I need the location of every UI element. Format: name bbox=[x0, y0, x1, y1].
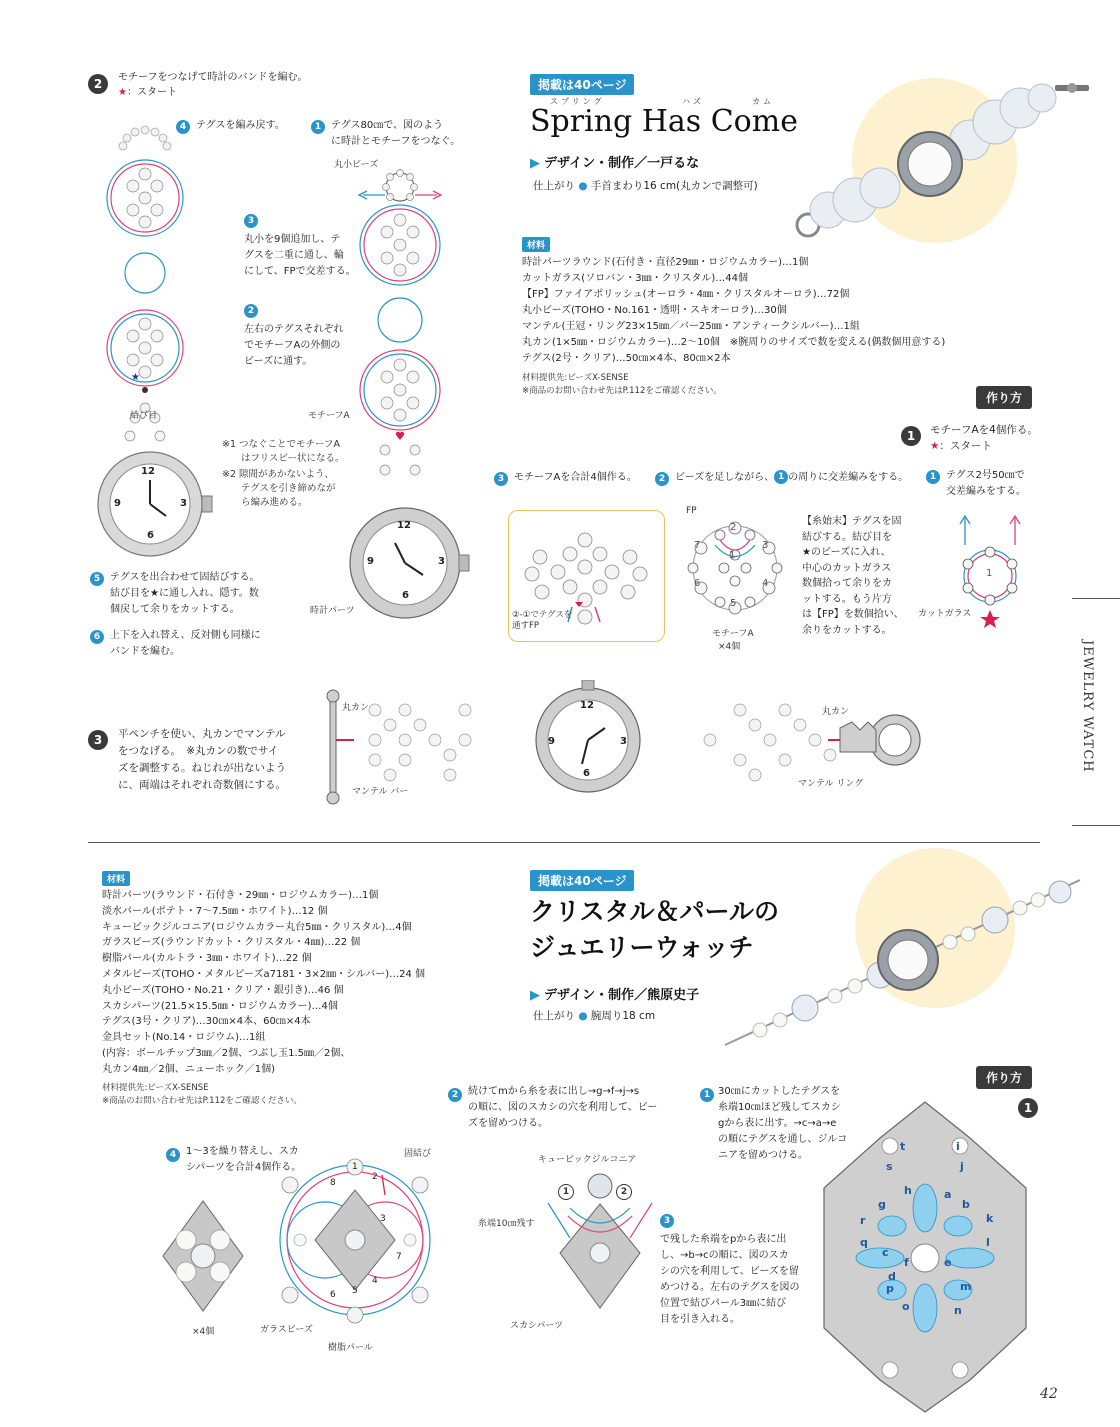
watch-parts-label: 時計パーツ bbox=[310, 606, 355, 616]
ring-number-7: 7 bbox=[396, 1252, 402, 1262]
ring-number-6: 6 bbox=[330, 1290, 336, 1300]
finish-value-2: 腕周り18 cm bbox=[590, 1010, 656, 1022]
side-label: JEWELRY WATCH bbox=[1080, 640, 1095, 773]
sukashi-label: スカシパーツ bbox=[510, 1321, 564, 1331]
step-2-instruction: モチーフをつなげて時計のバンドを編む。 bbox=[118, 72, 308, 83]
substep-2-text bbox=[675, 470, 908, 486]
hole-letter-r: r bbox=[860, 1214, 866, 1227]
hole-letter-p: p bbox=[886, 1282, 894, 1295]
sukashi-hole-diagram bbox=[820, 1098, 1030, 1416]
bullet-icon: ● bbox=[578, 1010, 588, 1022]
hole-letter-m: m bbox=[960, 1280, 972, 1293]
substep-2-instruction: ビーズを足しながら、 bbox=[675, 472, 775, 483]
s2-substep-4-badge: 4 bbox=[176, 120, 190, 134]
s3-substep-4-badge: 4 bbox=[166, 1148, 180, 1162]
tail-label: 糸端10㎝残す bbox=[478, 1219, 535, 1229]
s2-substep-3-text: 丸小を9個追加し、テ グスを二重に通し、輪 にして、FPで交差する。 bbox=[244, 234, 356, 277]
watch-mid-3: 3 bbox=[438, 556, 445, 567]
motif-a-label-2: モチーフA bbox=[308, 411, 350, 421]
watch-left-12: 12 bbox=[141, 466, 155, 477]
motif-a-number-6: 6 bbox=[694, 578, 701, 589]
title-ruby-has: ハズ bbox=[682, 97, 704, 106]
step-3-badge: 3 bbox=[88, 730, 108, 750]
howto-label-2: 作り方 bbox=[976, 1066, 1032, 1089]
hole-letter-q: q bbox=[860, 1236, 868, 1249]
s3-substep-2-text: 続けてmから糸を表に出し→g→f→j→s の順に、図のスカシの穴を利用して、ビー ズを留めつける。 bbox=[468, 1086, 658, 1129]
page-number: 42 bbox=[1040, 1386, 1058, 1402]
page-title: Spring Has Come bbox=[530, 104, 798, 139]
step-2-badge: 2 bbox=[88, 74, 108, 94]
band-diagram-middle bbox=[345, 165, 455, 510]
star-icon: ★ bbox=[118, 87, 127, 98]
full-watch-6: 6 bbox=[583, 768, 590, 779]
finish-size bbox=[533, 178, 758, 193]
star-icon: ★ bbox=[930, 440, 940, 452]
watch-mid-6: 6 bbox=[402, 590, 409, 601]
materials-list: 時計パーツラウンド(石付き・直径29㎜・ロジウムカラー)…1個 カットガラス(ソロバン・3㎜・クリスタル)…44個 【FP】ファイアポリッシュ(オーロラ・4㎜・クリスタルオーロラ)…72個 丸小ビーズ(TOHO・No.161・透明・スキオーロラ)…30個 マンテル(王冠・リング23×15㎜／バー25㎜・アンティークシルバー)…1組 丸カン(1×5㎜・ロジウムカラー)…2～10個 ※腕周りのサイズで数を変える(偶数個用意する) テグス(2号・クリア)…50㎝×4本、80㎝×2本 bbox=[522, 257, 946, 364]
watch-face-left bbox=[88, 448, 218, 558]
cut-glass-label: カットガラス bbox=[918, 609, 972, 619]
section-divider bbox=[88, 842, 1040, 843]
s2-substep-5-badge: 5 bbox=[90, 572, 104, 586]
designer-text: デザイン・制作／一戸るな bbox=[544, 156, 700, 171]
motif-a-label: モチーフA bbox=[712, 629, 754, 639]
full-watch-9: 9 bbox=[548, 736, 555, 747]
s3-substep-3-badge: 3 bbox=[660, 1214, 674, 1228]
hole-letter-j: j bbox=[960, 1160, 964, 1173]
ring-number-3: 3 bbox=[380, 1214, 386, 1224]
page-reference-tag: 掲載は40ページ bbox=[530, 74, 634, 95]
materials-provider-2: 材料提供先:ビーズX-SENSE ※商品のお問い合わせ先はP.112をご確認ください。 bbox=[102, 1083, 302, 1106]
cz-small-1: 1 bbox=[558, 1184, 574, 1200]
finish-value: 手首まわり16 cm(丸カンで調整可) bbox=[590, 180, 758, 192]
s3-substep-2-badge: 2 bbox=[448, 1088, 462, 1102]
note-1: ※1 つなぐことでモチーフA はフリスビー状になる。 bbox=[222, 439, 345, 464]
knot-instructions: 【糸始末】テグスを固 結びする。結び目を ★のビーズに入れ、 中心のカットガラス 数個拾って余りをカ ットする。もう片方 は【FP】を数個拾い、 余りをカットする。 bbox=[802, 516, 904, 636]
page-reference-tag-2: 掲載は40ページ bbox=[530, 870, 634, 891]
title-ruby-come: カム bbox=[752, 97, 774, 106]
hole-letter-e: e bbox=[944, 1256, 952, 1269]
s2-substep-6-text: 上下を入れ替え、反対側も同様に バンドを編む。 bbox=[110, 630, 261, 657]
s3-substep-4-text: 1～3を繰り替えし、スカ シパーツを合計4個作る。 bbox=[186, 1146, 302, 1173]
hole-letter-a: a bbox=[944, 1188, 952, 1201]
hole-letter-i: i bbox=[956, 1140, 960, 1153]
s2-substep-1-text: テグス80㎝で、図のよう に時計とモチーフをつなぐ。 bbox=[331, 120, 461, 147]
s2-substep-3-badge: 3 bbox=[244, 214, 258, 228]
s2-substep-1-badge: 1 bbox=[311, 120, 325, 134]
motif-a-number-5: 5 bbox=[730, 598, 737, 609]
designer-text-2: デザイン・制作／熊原史子 bbox=[544, 988, 700, 1003]
ring-number-1: 1 bbox=[352, 1162, 358, 1172]
s3-substep-3-text: で残した糸端をpから表に出 し、→b→cの順に、図のスカ シの穴を利用して、ビーズを留 めつける。左右のテグスを図の 位置で結びパール3㎜に結び 目を引き入れる。 bbox=[660, 1234, 800, 1325]
substep-1-badge: 1 bbox=[926, 470, 940, 484]
cz-small-2: 2 bbox=[616, 1184, 632, 1200]
hole-letter-c: c bbox=[882, 1246, 889, 1259]
ring-number-4: 4 bbox=[372, 1276, 378, 1286]
substep-3-text: モチーフAを合計4個作る。 bbox=[514, 472, 637, 483]
maruko-beads-label: 丸小ビーズ bbox=[334, 160, 379, 170]
step-1-badge: 1 bbox=[901, 426, 921, 446]
hole-letter-t: t bbox=[900, 1140, 906, 1153]
step-1-text bbox=[930, 422, 1070, 454]
sukashi-part-finished bbox=[158, 1196, 248, 1316]
mantel-bar-label: マンテル バー bbox=[352, 787, 409, 797]
ring-number-5: 5 bbox=[352, 1286, 358, 1296]
step-2-text bbox=[118, 70, 378, 100]
watch-mid-9: 9 bbox=[367, 556, 374, 567]
materials-label-2: 材料 bbox=[102, 871, 130, 886]
finish-label: 仕上がり bbox=[533, 180, 575, 192]
step-3-text: 平ペンチを使い、丸カンでマンテル をつなげる。 ※丸カンの数でサイ ズを調整する。ねじれが出ないよう に、両端はそれぞれ奇数個にする。 bbox=[118, 728, 286, 791]
side-rule-top bbox=[1072, 598, 1120, 599]
resin-pearl-label: 樹脂パール bbox=[328, 1343, 373, 1353]
hole-letter-l: l bbox=[986, 1236, 990, 1249]
s2-substep-4-text: テグスを編み戻す。 bbox=[196, 120, 285, 131]
cz-label: キュービックジルコニア bbox=[538, 1155, 637, 1165]
motif-a-number-4: 4 bbox=[762, 578, 769, 589]
watch-left-9: 9 bbox=[114, 498, 121, 509]
finish-size-2 bbox=[533, 1008, 655, 1023]
motif-a-number-3: 3 bbox=[762, 540, 769, 551]
step-1-badge-2: 1 bbox=[1018, 1098, 1038, 1118]
substep-1-text: テグス2号50㎝で 交差編みをする。 bbox=[946, 470, 1026, 497]
watch-mid-12: 12 bbox=[397, 520, 411, 531]
ring-number-2: 2 bbox=[372, 1172, 378, 1182]
watch-left-3: 3 bbox=[180, 498, 187, 509]
full-watch-12: 12 bbox=[580, 700, 594, 711]
marukan-left-label: 丸カン bbox=[342, 703, 370, 713]
glass-beads-label: ガラスビーズ bbox=[260, 1325, 313, 1335]
note-2: ※2 隙間があかないよう、 テグスを引き締めなが ら編み進める。 bbox=[222, 469, 336, 508]
hole-letter-f: f bbox=[904, 1256, 909, 1269]
motif-a-number-7: 7 bbox=[694, 540, 701, 551]
hole-letter-s: s bbox=[886, 1160, 893, 1173]
s2-substep-5-text: テグスを出合わせて固結びする。 結び目を★に通し入れ、隠す。数 個戻して余りをカットする。 bbox=[110, 572, 260, 615]
materials-provider: 材料提供先:ビーズX-SENSE ※商品のお問い合わせ先はP.112をご確認ください。 bbox=[522, 373, 722, 396]
cross-weave-number: 1 bbox=[986, 568, 993, 579]
designer-credit bbox=[530, 152, 699, 171]
triangle-icon: ▶ bbox=[530, 988, 540, 1003]
s2-substep-6-badge: 6 bbox=[90, 630, 104, 644]
katamusubi-label: 固結び bbox=[404, 1149, 432, 1159]
substep-2-ref-badge: 1 bbox=[774, 470, 788, 484]
hole-letter-n: n bbox=[954, 1304, 962, 1317]
hole-letter-h: h bbox=[904, 1184, 912, 1197]
bullet-icon: ● bbox=[578, 180, 588, 192]
s2-substep-2-badge: 2 bbox=[244, 304, 258, 318]
step-2-start: ：スタート bbox=[126, 87, 177, 98]
motif-a-count: ×4個 bbox=[718, 642, 741, 652]
hole-letter-o: o bbox=[902, 1300, 910, 1313]
substep-2-badge: 2 bbox=[655, 472, 669, 486]
full-watch-3: 3 bbox=[620, 736, 627, 747]
side-rule-bottom bbox=[1072, 825, 1120, 826]
watch-left-6: 6 bbox=[147, 530, 154, 541]
sukashi-count: ×4個 bbox=[192, 1327, 215, 1337]
materials-label: 材料 bbox=[522, 237, 550, 252]
materials-list-2: 時計パーツ(ラウンド・石付き・29㎜・ロジウムカラー)…1個 淡水パール(ポテト・7～7.5㎜・ホワイト)…12 個 キュービックジルコニア(ロジウムカラー丸台5㎜・クリスタル)…4個 ガラスビーズ(ラウンドカット・クリスタル・4㎜)…22 個 樹脂パール(カルトラ・3㎜・ホワイト)…22 個 メタルビーズ(TOHO・メタルビーズa7181・3×2㎜・シルバー)…24 個 丸小ビーズ(TOHO・No.21・クリア・銀引き)…46 個 スカシパーツ(21.5×15.5㎜・ロジウムカラー)…4個 テグス(3号・クリア)…30㎝×4本、60㎝×4本 金具セット(No.14・ロジウム)…1組 (内容：ボールチップ3㎜／2個、つぶし玉1.5㎜／2個、 丸カン4㎜／2個、ニューホック／1個) bbox=[102, 890, 426, 1075]
hole-letter-b: b bbox=[962, 1198, 970, 1211]
s2-substep-2-text: 左右のテグスそれぞれ でモチーフAの外側の ビーズに通す。 bbox=[244, 324, 344, 367]
hole-letter-d: d bbox=[888, 1270, 896, 1283]
bracelet-photo bbox=[770, 60, 1110, 260]
substep-2-instruction-tail: の周りに交差編みをする。 bbox=[788, 472, 909, 483]
motif-a-number-1: 1 bbox=[729, 550, 736, 561]
marukan-right-label: 丸カン bbox=[822, 707, 850, 717]
ring-number-8: 8 bbox=[330, 1178, 336, 1188]
fp-label: FP bbox=[686, 506, 697, 516]
ring-assembly-diagram bbox=[270, 1155, 440, 1325]
page-title-2: クリスタル＆パールの ジュエリーウォッチ bbox=[530, 897, 780, 962]
hole-letter-g: g bbox=[878, 1198, 886, 1211]
mantel-ring-label: マンテル リング bbox=[798, 779, 864, 789]
designer-credit-2 bbox=[530, 984, 699, 1003]
s3-substep-1-text: 30㎝にカットしたテグスを 糸端10㎝ほど残してスカシ gから表に出す。→c→a→e の順にテグスを通し、ジルコ ニアを留めつける。 bbox=[718, 1086, 848, 1161]
full-bracelet-diagram bbox=[320, 680, 940, 810]
step-1-start: ：スタート bbox=[939, 440, 992, 452]
triangle-icon: ▶ bbox=[530, 156, 540, 171]
pass-fp-label: ②-①でテグスを 通すFP bbox=[512, 610, 573, 631]
knot-label: 結び目 bbox=[130, 411, 158, 421]
title-ruby-spring: スプリング bbox=[550, 97, 605, 106]
svg-text:★: ★ bbox=[131, 372, 140, 383]
step-1-instruction: モチーフAを4個作る。 bbox=[930, 424, 1038, 436]
s3-substep-1-badge: 1 bbox=[700, 1088, 714, 1102]
finish-label-2: 仕上がり bbox=[533, 1010, 575, 1022]
substep-3-badge: 3 bbox=[494, 472, 508, 486]
hole-letter-k: k bbox=[986, 1212, 994, 1225]
howto-label: 作り方 bbox=[976, 386, 1032, 409]
motif-a-number-2: 2 bbox=[730, 522, 737, 533]
